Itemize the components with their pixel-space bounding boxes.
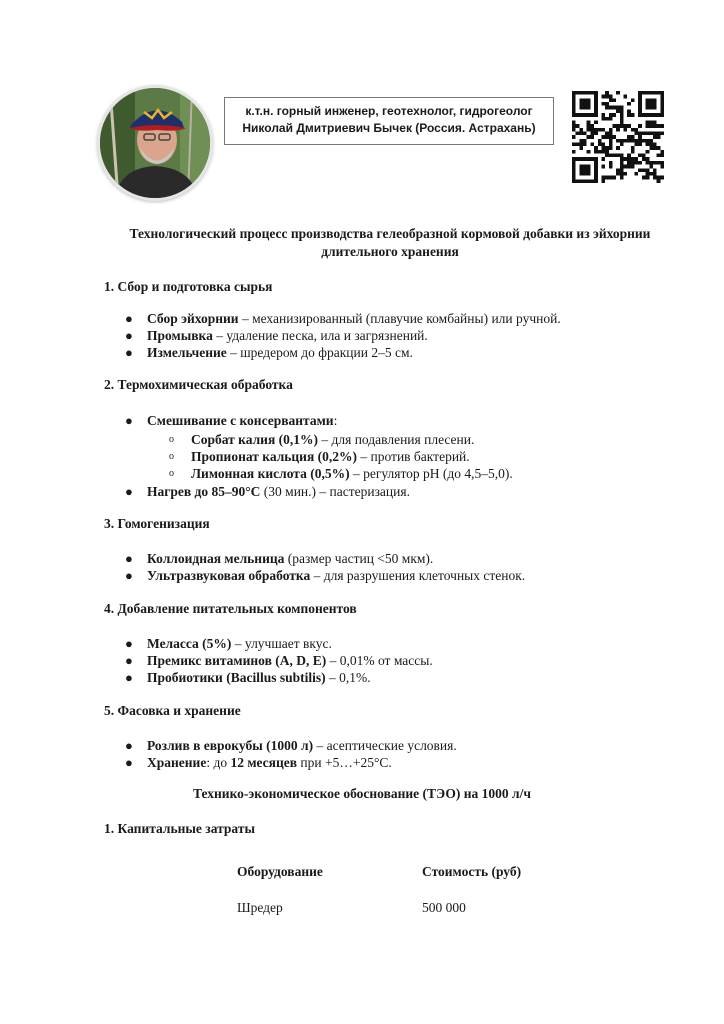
list-item: Смешивание с консервантами: xyxy=(147,413,338,428)
table-cell-cost: 500 000 xyxy=(422,900,466,915)
bullet-icon: ● xyxy=(125,738,133,753)
section-heading-1: 1. Сбор и подготовка сырья xyxy=(104,279,273,294)
section-heading-3: 3. Гомогенизация xyxy=(104,516,210,531)
list-item: Коллоидная мельница (размер частиц <50 мкм). xyxy=(147,551,434,566)
author-credentials: к.т.н. горный инженер, геотехнолог, гидрогеолог xyxy=(245,104,533,118)
section-heading-2: 2. Термохимическая обработка xyxy=(104,377,293,392)
list-item: Премикс витаминов (A, D, E) – 0,01% от массы. xyxy=(147,653,433,668)
table-header-cost: Стоимость (руб) xyxy=(422,864,522,879)
title-line-2: длительного хранения xyxy=(321,244,459,259)
bullet-icon: ● xyxy=(125,670,133,685)
list-item: Хранение: до 12 месяцев при +5…+25°C. xyxy=(147,755,392,770)
list-item: Промывка – удаление песка, ила и загрязнений. xyxy=(147,328,428,343)
table-header-equipment: Оборудование xyxy=(237,864,323,879)
list-item: Сбор эйхорнии – механизированный (плавучие комбайны) или ручной. xyxy=(147,311,561,326)
qr-code-icon xyxy=(572,91,664,183)
sub-list-item: Пропионат кальция (0,2%) – против бактерий. xyxy=(191,449,470,464)
list-item: Розлив в еврокубы (1000 л) – асептические условия. xyxy=(147,738,457,753)
document-title xyxy=(90,225,690,261)
hollow-circle-icon: o xyxy=(169,451,174,462)
author-photo xyxy=(97,85,213,201)
bullet-icon: ● xyxy=(125,568,133,583)
list-item: Меласса (5%) – улучшает вкус. xyxy=(147,636,332,651)
list-item: Нагрев до 85–90°C (30 мин.) – пастеризация. xyxy=(147,484,410,499)
bullet-icon: ● xyxy=(125,755,133,770)
list-item: Пробиотики (Bacillus subtilis) – 0,1%. xyxy=(147,670,371,685)
bullet-icon: ● xyxy=(125,551,133,566)
teo-heading: Технико-экономическое обоснование (ТЭО) на 1000 л/ч xyxy=(193,786,531,801)
section-heading-4: 4. Добавление питательных компонентов xyxy=(104,601,357,616)
list-item: Измельчение – шредером до фракции 2–5 см. xyxy=(147,345,413,360)
hollow-circle-icon: o xyxy=(169,434,174,445)
bullet-icon: ● xyxy=(125,311,133,326)
sub-list-item: Лимонная кислота (0,5%) – регулятор pH (до 4,5–5,0). xyxy=(191,466,513,481)
author-photo-image xyxy=(100,88,210,198)
hollow-circle-icon: o xyxy=(169,468,174,479)
teo-subheading: 1. Капитальные затраты xyxy=(104,821,256,836)
bullet-icon: ● xyxy=(125,413,133,428)
bullet-icon: ● xyxy=(125,653,133,668)
section-heading-5: 5. Фасовка и хранение xyxy=(104,703,241,718)
list-item: Ультразвуковая обработка – для разрушения клеточных стенок. xyxy=(147,568,526,583)
title-line-1: Технологический процесс производства гелеобразной кормовой добавки из эйхорнии xyxy=(129,226,651,241)
bullet-icon: ● xyxy=(125,328,133,343)
bullet-icon: ● xyxy=(125,636,133,651)
table-cell-equipment: Шредер xyxy=(237,900,283,915)
sub-list-item: Сорбат калия (0,1%) – для подавления плесени. xyxy=(191,432,475,447)
bullet-icon: ● xyxy=(125,484,133,499)
bullet-icon: ● xyxy=(125,345,133,360)
author-name: Николай Дмитриевич Бычек (Россия. Астрахань) xyxy=(242,121,536,135)
author-info-box xyxy=(224,97,554,145)
